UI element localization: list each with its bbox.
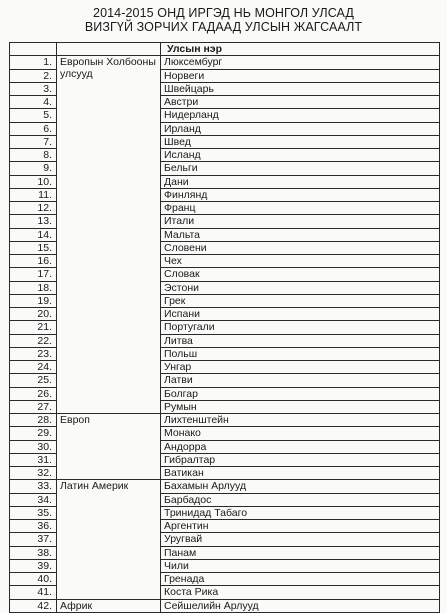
region-cell: Европ <box>57 414 161 480</box>
country-name-cell: Ватикан <box>161 467 440 480</box>
country-name-cell: Исланд <box>161 149 440 162</box>
country-name-cell: Португали <box>161 321 440 334</box>
row-number-cell: 23. <box>10 347 57 360</box>
country-name-cell: Гренада <box>161 573 440 586</box>
country-name-cell: Франц <box>161 202 440 215</box>
country-name-cell: Чили <box>161 559 440 572</box>
region-cell: Африк <box>57 599 161 612</box>
row-number-cell: 20. <box>10 308 57 321</box>
country-name-cell: Бельги <box>161 162 440 175</box>
row-number-cell: 12. <box>10 202 57 215</box>
country-name-cell: Бахамын Арлууд <box>161 480 440 493</box>
country-name-cell: Словени <box>161 241 440 254</box>
row-number-cell: 37. <box>10 533 57 546</box>
table-row <box>10 56 440 69</box>
country-name-cell: Словак <box>161 268 440 281</box>
country-name-cell: Испани <box>161 308 440 321</box>
country-name-cell: Гибралтар <box>161 453 440 466</box>
row-number-cell: 33. <box>10 480 57 493</box>
table-header-row <box>10 43 440 56</box>
country-name-cell: Польш <box>161 347 440 360</box>
row-number-cell: 35. <box>10 506 57 519</box>
header-country-cell: Улсын нэр <box>161 43 440 56</box>
country-name-cell: Уругвай <box>161 533 440 546</box>
row-number-cell: 32. <box>10 467 57 480</box>
country-list-body <box>10 43 440 613</box>
row-number-cell: 38. <box>10 546 57 559</box>
document-title-line-2: ВИЗГҮЙ ЗОРЧИХ ГАДААД УЛСЫН ЖАГСААЛТ <box>84 20 363 34</box>
row-number-cell: 7. <box>10 135 57 148</box>
table-row <box>10 599 440 612</box>
country-name-cell: Люксембург <box>161 56 440 69</box>
region-cell: Латин Америк <box>57 480 161 599</box>
row-number-cell: 26. <box>10 387 57 400</box>
country-name-cell: Мальта <box>161 228 440 241</box>
country-name-cell: Итали <box>161 215 440 228</box>
country-name-cell: Грек <box>161 294 440 307</box>
country-name-cell: Сейшелийн Арлууд <box>161 599 440 612</box>
row-number-cell: 3. <box>10 82 57 95</box>
row-number-cell: 9. <box>10 162 57 175</box>
country-name-cell: Тринидад Табаго <box>161 506 440 519</box>
row-number-cell: 14. <box>10 228 57 241</box>
country-name-cell: Дани <box>161 175 440 188</box>
row-number-cell: 21. <box>10 321 57 334</box>
country-name-cell: Болгар <box>161 387 440 400</box>
row-number-cell: 19. <box>10 294 57 307</box>
header-region-cell <box>57 43 161 56</box>
row-number-cell: 40. <box>10 573 57 586</box>
country-name-cell: Нидерланд <box>161 109 440 122</box>
row-number-cell: 1. <box>10 56 57 69</box>
row-number-cell: 2. <box>10 69 57 82</box>
country-name-cell: Андорра <box>161 440 440 453</box>
region-cell: Европын Холбооны улсууд <box>57 56 161 414</box>
row-number-cell: 8. <box>10 149 57 162</box>
row-number-cell: 25. <box>10 374 57 387</box>
country-name-cell: Коста Рика <box>161 586 440 599</box>
row-number-cell: 17. <box>10 268 57 281</box>
row-number-cell: 31. <box>10 453 57 466</box>
country-name-cell: Лихтенштейн <box>161 414 440 427</box>
row-number-cell: 15. <box>10 241 57 254</box>
row-number-cell: 16. <box>10 255 57 268</box>
country-name-cell: Аргентин <box>161 520 440 533</box>
row-number-cell: 41. <box>10 586 57 599</box>
row-number-cell: 27. <box>10 400 57 413</box>
row-number-cell: 5. <box>10 109 57 122</box>
row-number-cell: 29. <box>10 427 57 440</box>
country-name-cell: Чех <box>161 255 440 268</box>
row-number-cell: 13. <box>10 215 57 228</box>
document-title-line-1: 2014-2015 ОНД ИРГЭД НЬ МОНГОЛ УЛСАД <box>93 6 354 20</box>
row-number-cell: 30. <box>10 440 57 453</box>
country-name-cell: Унгар <box>161 361 440 374</box>
country-name-cell: Барбадос <box>161 493 440 506</box>
row-number-cell: 18. <box>10 281 57 294</box>
country-name-cell: Румын <box>161 400 440 413</box>
country-name-cell: Норвеги <box>161 69 440 82</box>
row-number-cell: 11. <box>10 188 57 201</box>
country-list-table <box>9 42 440 613</box>
country-name-cell: Литва <box>161 334 440 347</box>
table-row <box>10 480 440 493</box>
header-number-cell <box>10 43 57 56</box>
row-number-cell: 24. <box>10 361 57 374</box>
country-name-cell: Латви <box>161 374 440 387</box>
row-number-cell: 39. <box>10 559 57 572</box>
row-number-cell: 6. <box>10 122 57 135</box>
row-number-cell: 4. <box>10 96 57 109</box>
country-name-cell: Швейцарь <box>161 82 440 95</box>
row-number-cell: 28. <box>10 414 57 427</box>
country-name-cell: Эстони <box>161 281 440 294</box>
country-name-cell: Финлянд <box>161 188 440 201</box>
country-name-cell: Австри <box>161 96 440 109</box>
row-number-cell: 10. <box>10 175 57 188</box>
row-number-cell: 42. <box>10 599 57 612</box>
country-name-cell: Ирланд <box>161 122 440 135</box>
country-name-cell: Панам <box>161 546 440 559</box>
row-number-cell: 22. <box>10 334 57 347</box>
country-name-cell: Монако <box>161 427 440 440</box>
country-name-cell: Швед <box>161 135 440 148</box>
row-number-cell: 34. <box>10 493 57 506</box>
row-number-cell: 36. <box>10 520 57 533</box>
table-row <box>10 414 440 427</box>
